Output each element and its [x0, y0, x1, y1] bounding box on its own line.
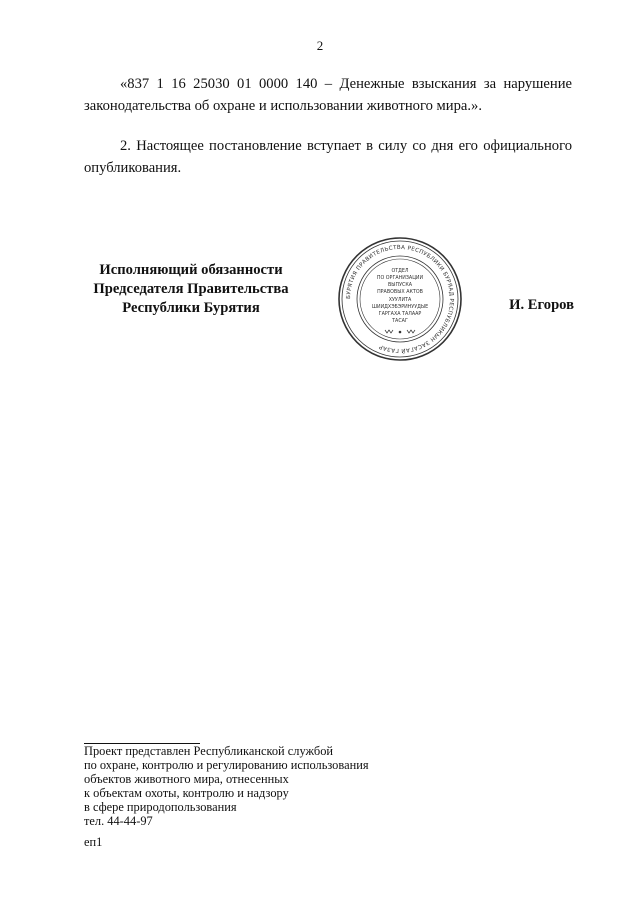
seal-outer-text: БУРЯТИЯ ПРАВИТЕЛЬСТВА РЕСПУБЛИКИ БУРЯАД РЕСПУБЛИКЫН ЗАСАГАЙ ГАЗАР: [345, 244, 455, 354]
seal-line: ТАСАГ: [392, 319, 408, 324]
document-code: еп1: [84, 835, 103, 849]
seal-line: ПРАВОВЫХ АКТОВ: [377, 290, 423, 295]
footnote-line: объектов животного мира, отнесенных: [84, 772, 289, 786]
seal-line: ПО ОРГАНИЗАЦИИ: [376, 276, 424, 281]
signatory-position: [76, 261, 306, 318]
seal-line: ШИИДХЭБЭРИНУУДЫЕ: [371, 305, 429, 310]
seal-line: ОТДЕЛ: [391, 269, 409, 274]
seal-line: ГАРГАХА ТАЛААР: [378, 312, 422, 317]
position-line: Исполняющий обязанности: [99, 262, 283, 278]
seal-line: ВЫПУСКА: [387, 283, 413, 288]
official-seal: [337, 236, 463, 362]
footnote-line: Проект представлен Республиканской службой: [84, 744, 334, 758]
footnote-line: в сфере природопользования: [84, 800, 237, 814]
paragraph-effective-date: 2. Настоящее постановление вступает в силу со дня его официального опубликования.: [84, 138, 572, 176]
position-line: Председателя Правительства: [93, 281, 289, 297]
footnote-line: к объектам охоты, контролю и надзору: [84, 786, 289, 800]
footnote-phone: тел. 44-44-97: [84, 814, 153, 828]
signer-name: И. Егоров: [509, 297, 574, 313]
position-line: Республики Бурятия: [122, 300, 260, 316]
paragraph-budget-code: «837 1 16 25030 01 0000 140 – Денежные взыскания за нарушение законодательства об охране и использовании животного мира.».: [84, 76, 572, 114]
seal-line: ХУУЛИТА: [388, 298, 412, 303]
seal-dot-icon: [399, 331, 402, 334]
footnote-line: по охране, контролю и регулированию использования: [84, 758, 369, 772]
page-number: 2: [316, 38, 324, 53]
footnote: [84, 744, 369, 828]
